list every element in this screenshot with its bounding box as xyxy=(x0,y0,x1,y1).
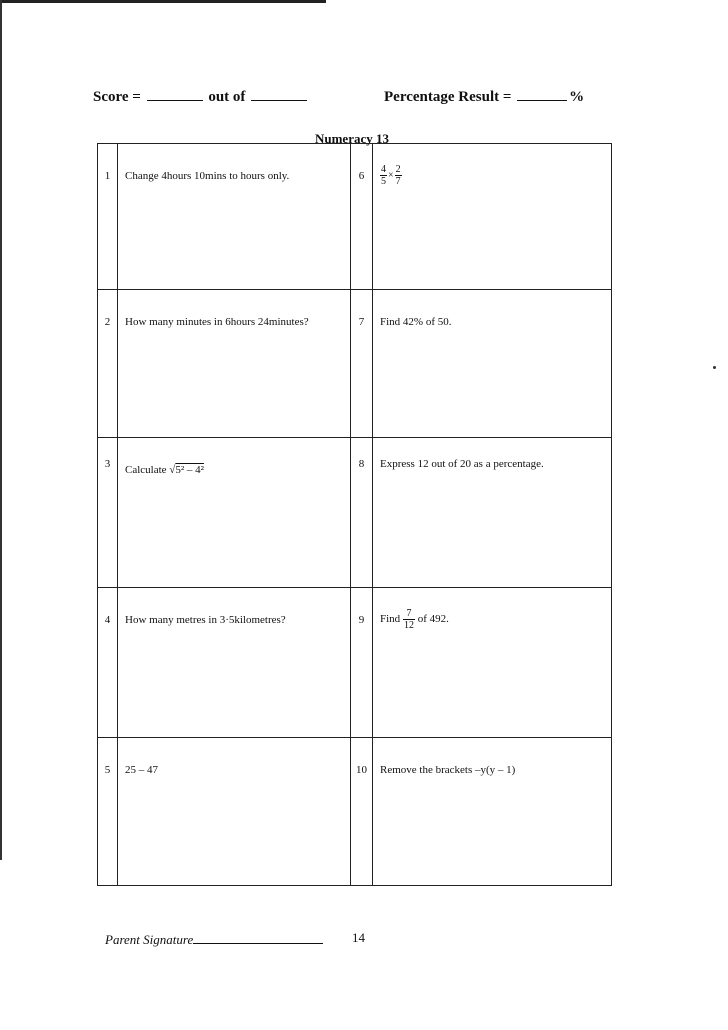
question-number: 3 xyxy=(98,438,118,588)
out-of-label: out of xyxy=(208,89,246,105)
question-text: Remove the brackets –y(y – 1) xyxy=(373,738,612,886)
question-number: 10 xyxy=(351,738,373,886)
question-text: Change 4hours 10mins to hours only. xyxy=(118,144,351,290)
question-text: Express 12 out of 20 as a percentage. xyxy=(373,438,612,588)
question-number: 4 xyxy=(98,588,118,738)
score-label: Score = xyxy=(93,89,141,105)
signature-blank[interactable] xyxy=(193,942,323,944)
percentage-line xyxy=(384,89,584,106)
question-text: How many minutes in 6hours 24minutes? xyxy=(118,290,351,438)
question-number: 5 xyxy=(98,738,118,886)
table-row xyxy=(98,290,612,438)
question-text: Calculate √5² – 4² xyxy=(118,438,351,588)
question-number: 8 xyxy=(351,438,373,588)
signature-label: Parent Signature xyxy=(105,932,194,947)
radical-sign: √ xyxy=(169,464,176,476)
percentage-label: Percentage Result = xyxy=(384,89,512,105)
fraction: $\frac{2}{7}$ xyxy=(395,164,401,187)
question-text: Find 42% of 50. xyxy=(373,290,612,438)
question-text: How many metres in 3·5kilometres? xyxy=(118,588,351,738)
question-text: 25 – 47 xyxy=(118,738,351,886)
question-number: 7 xyxy=(351,290,373,438)
question-number: 6 xyxy=(351,144,373,290)
table-row xyxy=(98,738,612,886)
scan-top-border xyxy=(0,0,326,3)
question-number: 2 xyxy=(98,290,118,438)
score-line xyxy=(93,89,309,106)
question-number: 1 xyxy=(98,144,118,290)
percent-sign: % xyxy=(569,89,585,105)
table-row xyxy=(98,438,612,588)
table-row xyxy=(98,144,612,290)
table-row xyxy=(98,588,612,738)
fraction: $\frac{7}{12}$ xyxy=(403,608,414,631)
out-of-blank[interactable] xyxy=(251,99,307,101)
question-number: 9 xyxy=(351,588,373,738)
radical-expression: 5² – 4² xyxy=(175,464,204,476)
worksheet-title: Numeracy 13 xyxy=(314,131,389,146)
question-text: Find $\frac{7}{12}$ of 492. xyxy=(373,588,612,738)
page-number: 14 xyxy=(352,930,365,945)
score-blank[interactable] xyxy=(147,99,203,101)
question-table xyxy=(97,143,612,886)
fraction: $\frac{4}{5}$ xyxy=(381,164,386,187)
parent-signature xyxy=(105,932,323,948)
percentage-blank[interactable] xyxy=(517,99,567,101)
scan-left-edge xyxy=(0,0,2,860)
times-operator: × xyxy=(388,170,394,181)
question-text xyxy=(373,144,612,290)
scan-speck xyxy=(713,366,716,369)
